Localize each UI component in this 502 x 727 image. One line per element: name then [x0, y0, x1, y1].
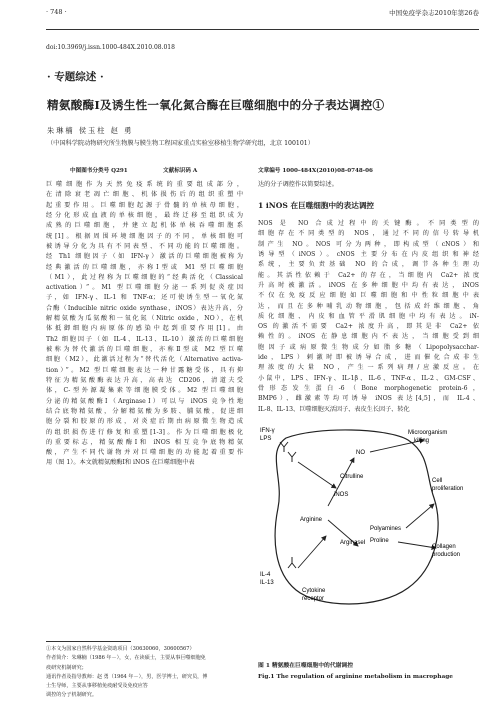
label-il13: IL-13: [260, 580, 274, 586]
right-column-top: [258, 180, 478, 190]
left-column-line: 分泌的精氨酸酶Ⅰ（ArginaseⅠ）可以与 iNOS 竞争性地: [46, 397, 243, 405]
left-column-line: Th2 细胞因子（如 IL-4、IL-13、IL-10）激活的巨噬细胞: [46, 335, 243, 343]
left-column-line: 的组织损伤进行修复和重塑[1-3]。作为巨噬细胞极化: [46, 428, 243, 436]
left-column-line: 胞分裂和胶原的形成，对炎症后期由病原微生物造成: [46, 418, 243, 426]
right-column-line: 质化细胞、内皮和血管平滑肌细胞中均有表达。iN-: [258, 312, 479, 320]
section-label: · 专题综述 ·: [47, 71, 104, 83]
label-no: NO: [356, 450, 365, 456]
left-column-line: 细胞（M2），此激活过程为“替代活化（Alternative activa-: [46, 356, 243, 364]
ifn-receptor-icon: [280, 442, 288, 452]
right-column-line: ide，LPS）刺激时即被诱导合成，进而催化合成非生: [258, 354, 479, 362]
label-proline: Proline: [370, 538, 389, 544]
lps-receptor-icon: [288, 452, 296, 462]
right-column-line: 达，而且在多种哺乳动物细胞，包括成纤维细胞、角: [258, 302, 479, 310]
right-column-line: 达的分子调控作以简要综述。: [258, 181, 338, 188]
figure-caption-cn: 图 1 精氨酸在巨噬细胞中的代谢调控: [258, 663, 354, 669]
paper-title: 精氨酸酶Ⅰ及诱生性一氧化氮合酶在巨噬细胞中的分子表达调控①: [47, 98, 385, 112]
right-column-line: NOS 是 NO 合成过程中的关键酶。不同类型的: [258, 220, 479, 227]
label-killing: killing: [414, 438, 430, 444]
right-column-line: 制产生 NO。NOS 可分为两种，即构成型（cNOS）和: [258, 240, 479, 248]
article-id: 文章编号 1000-484X(2010)08-0748-06: [258, 168, 373, 174]
footnote-line: ①本文为国家自然科学基金资助项目（30630060，30600567）: [46, 646, 195, 652]
right-column-line: 细胞存在不同类型的 NOS，通过不同的信号转导机: [258, 230, 479, 238]
label-il4: IL-4: [260, 572, 271, 578]
label-arginase: ArginaseⅠ: [340, 540, 366, 546]
label-polyamines: Polyamines: [370, 526, 402, 532]
left-column: [46, 180, 243, 469]
right-column-line: BMP6）、雌激素等均可诱导 iNOS 表达[4,5]，而 IL-4、: [258, 395, 479, 403]
document-code: 文献标识码 A: [163, 168, 198, 174]
left-column-line: 酸，产生不同代谢物并对巨噬细胞的功能起着重要作: [46, 449, 243, 457]
label-receptor: receptor: [302, 596, 325, 602]
footnote-line: 士生导师，主要从事移植免疫耐受及免疫应答: [46, 683, 148, 690]
left-column-line: 特征为精氨酸酶表达升高，高表达 CD206，清道夫受: [46, 376, 243, 384]
left-column-line: 子，如 IFN-γ、IL-1 和 TNF-α；还可使诱生型一氧化氮: [46, 294, 243, 302]
right-column-line: 胞因子或病原微生物成分如脂多糖（Lipopolysacchar-: [258, 343, 479, 351]
right-column-line: 能。其活性依赖于 Ca2+ 的存在，当细胞内 Ca2+ 浓度: [258, 271, 479, 279]
authors: 朱琳楠 侯玉柱 赵 勇: [47, 126, 134, 135]
label-production: production: [432, 552, 461, 558]
label-arginine: Arginine: [300, 517, 323, 523]
left-column-line: 成熟的巨噬细胞，并建立起机体单核吞噬细胞系: [46, 222, 243, 230]
header-rule: [46, 29, 479, 30]
left-column-line: 结合底物精氨酸，分解精氨酸为多胺、脯氨酸，促进细: [46, 407, 243, 415]
label-proliferation: proliferation: [432, 486, 464, 492]
left-column-line: 被诱导分化为具有不同表型、不同功能的巨噬细胞。: [46, 242, 243, 250]
left-column-line: 起重要作用。巨噬细胞起源于骨髓的单核母细胞，: [46, 201, 243, 209]
right-column-line: 理浓度的大量 NO，产生一系列病理/应激反应。在: [258, 364, 479, 372]
left-column-line: 用（图 1）。本文就精氨酸酶Ⅰ和 iNOS 在巨噬细胞中表: [46, 459, 195, 467]
left-column-line: 经典激活的巨噬细胞，亦称Ⅰ型或 M1 型巨噬细胞: [46, 263, 243, 271]
left-column-line: （M1），此过程称为巨噬细胞的“经典活化（Classical: [46, 273, 243, 281]
label-ifn: IFN-γ: [260, 428, 275, 434]
figure-caption-en: Fig.1 The regulation of arginine metabolism in macrophage: [258, 674, 453, 680]
left-column-line: 统[1]。根据周围环境细胞因子的不同，单核细胞可: [46, 232, 243, 240]
left-column-line: 体抵御细胞内病原体的感染中起到重要作用[1]。由: [46, 325, 243, 333]
right-column-line: OS 的激活不需要 Ca2+ 浓度升高，即其是非 Ca2+ 依: [258, 323, 479, 331]
label-lps: LPS: [260, 436, 272, 442]
right-column-line: 升高时被激活。iNOS 在多种细胞中均有表达，iNOS: [258, 281, 479, 289]
left-column-line: 巨噬细胞作为天然免疫系统的重要组成部分，: [46, 181, 243, 188]
left-column-line: 体，C-型外源凝集素等细胞膜受体。M2 型巨噬细胞: [46, 387, 243, 395]
label-citrulline: Citrulline: [340, 474, 364, 480]
section-heading: 1 iNOS 在巨噬细胞中的表达调控: [258, 201, 375, 210]
figure-diagram: [258, 418, 480, 628]
left-column-line: 合酶（Inducible nitric oxide synthase，iNOS）表达升高，分: [46, 304, 243, 312]
right-column-line: 诱导型（iNOS）。cNOS 主要分布在内皮组织和神经: [258, 250, 479, 258]
page-number: · 748 ·: [46, 8, 67, 16]
label-inos: iNOS: [334, 492, 349, 498]
left-column-line: 经 Th1 细胞因子（如 IFN-γ）激活的巨噬细胞被称为: [46, 253, 243, 261]
right-column-line: 赖性的。iNOS 在静息细胞内不表达，当细胞受到细: [258, 333, 479, 341]
right-column-line: 系统，主要负责基础 NO 的合成，调节各种生理功: [258, 261, 479, 269]
left-column-line: 的重要标志，精氨酸酶Ⅰ和 iNOS 相互竞争底物精氨: [46, 438, 243, 446]
journal-header: 中国免疫学杂志2010年第26卷: [389, 9, 479, 17]
clc-number: 中图图书分类号 Q291: [70, 168, 128, 174]
footnote-line: 疫研究机制研究；: [46, 664, 87, 671]
right-column-line: 不仅在免疫反应细胞如巨噬细胞和中性粒细胞中表: [258, 292, 479, 300]
left-column-line: 在清除衰老凋亡细胞、机体损伤后的组织重塑中: [46, 191, 243, 199]
label-cytokine: Cytokine: [302, 588, 326, 594]
footnote-rule: [46, 641, 131, 642]
footnote-line: 通讯作者及指导教师：赵 勇（1964 年－），男，医学博士，研究员，博: [46, 673, 208, 680]
footnote-line: 调控的分子机制研究。: [46, 692, 97, 699]
left-column-line: activation）”。M1 型巨噬细胞分泌一系列促炎症因: [46, 284, 243, 292]
affiliation: （中国科学院动物研究所生物膜与膜生物工程国家重点实验室移植生物学研究组，北京 100101）: [47, 140, 314, 147]
left-column-line: tion）”。M2 型巨噬细胞表达一种甘露糖受体，具有抑: [46, 366, 243, 374]
footnotes: [46, 645, 207, 701]
right-column-line: IL-8、IL-13、巨噬细胞灭活因子、表皮生长因子、转化: [258, 405, 410, 413]
left-column-line: 经分化形成血液的单核细胞，最终迁移至组织成为: [46, 211, 243, 219]
doi: doi:10.3969/j.issn.1000-484X.2010.08.018: [46, 44, 175, 51]
cytokine-receptor-icon: [288, 557, 296, 568]
label-microorganism: Microorganism: [408, 430, 448, 436]
footnote-line: 作者简介：朱琳楠（1986 年－），女，在读硕士，主要从事巨噬细胞免: [46, 655, 206, 662]
left-column-line: 解精氨酸为瓜氨酸和一氧化氮（Nitric oxide，NO），在机: [46, 315, 243, 323]
left-column-line: 被称为替代激活的巨噬细胞，亦称Ⅱ型或 M2 型巨噬: [46, 346, 243, 353]
label-cell: Cell: [432, 478, 443, 484]
right-column-line: 骨形态发生蛋白-6（Bone morphogenetic protein-6，: [258, 385, 479, 392]
label-collagen: Collagen: [432, 544, 456, 550]
right-column-body: [258, 219, 479, 415]
right-column-line: 小鼠中，LPS、IFN-γ、IL-1β、IL-6、TNF-α、IL-2、GM-CSF、: [258, 374, 479, 382]
